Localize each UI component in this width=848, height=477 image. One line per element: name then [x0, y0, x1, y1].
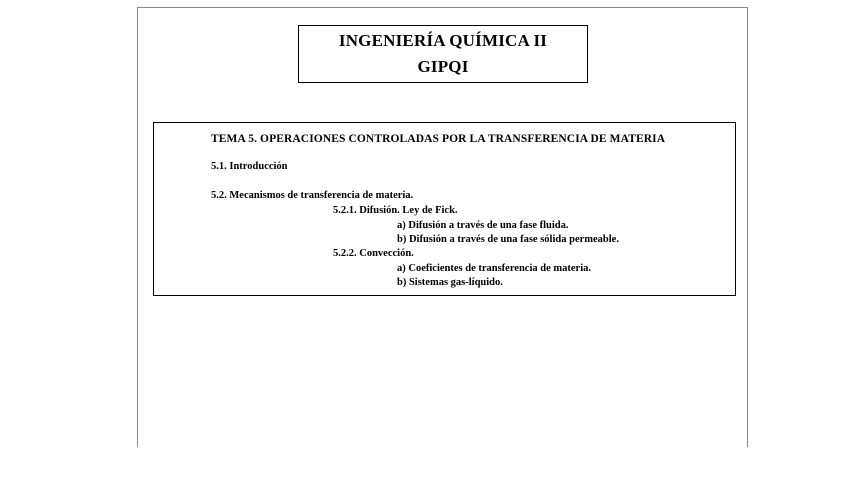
course-title-box — [298, 25, 588, 83]
topic-outline-box — [153, 122, 736, 296]
subsection-5-2-2: 5.2.2. Convección. — [333, 248, 414, 259]
topic-title: TEMA 5. OPERACIONES CONTROLADAS POR LA TRANSFERENCIA DE MATERIA — [211, 133, 666, 145]
course-code: GIPQI — [417, 57, 469, 76]
section-5-2: 5.2. Mecanismos de transferencia de materia. — [211, 190, 414, 201]
course-title: INGENIERÍA QUÍMICA II — [338, 31, 548, 50]
section-5-1: 5.1. Introducción — [211, 161, 288, 172]
subsection-5-2-2-b: b) Sistemas gas-líquido. — [397, 277, 503, 288]
subsection-5-2-1-b: b) Difusión a través de una fase sólida permeable. — [397, 234, 619, 245]
document-page — [137, 7, 748, 447]
subsection-5-2-1-a: a) Difusión a través de una fase fluida. — [397, 220, 569, 231]
subsection-5-2-1: 5.2.1. Difusión. Ley de Fick. — [333, 205, 458, 216]
subsection-5-2-2-a: a) Coeficientes de transferencia de materia. — [397, 263, 591, 274]
